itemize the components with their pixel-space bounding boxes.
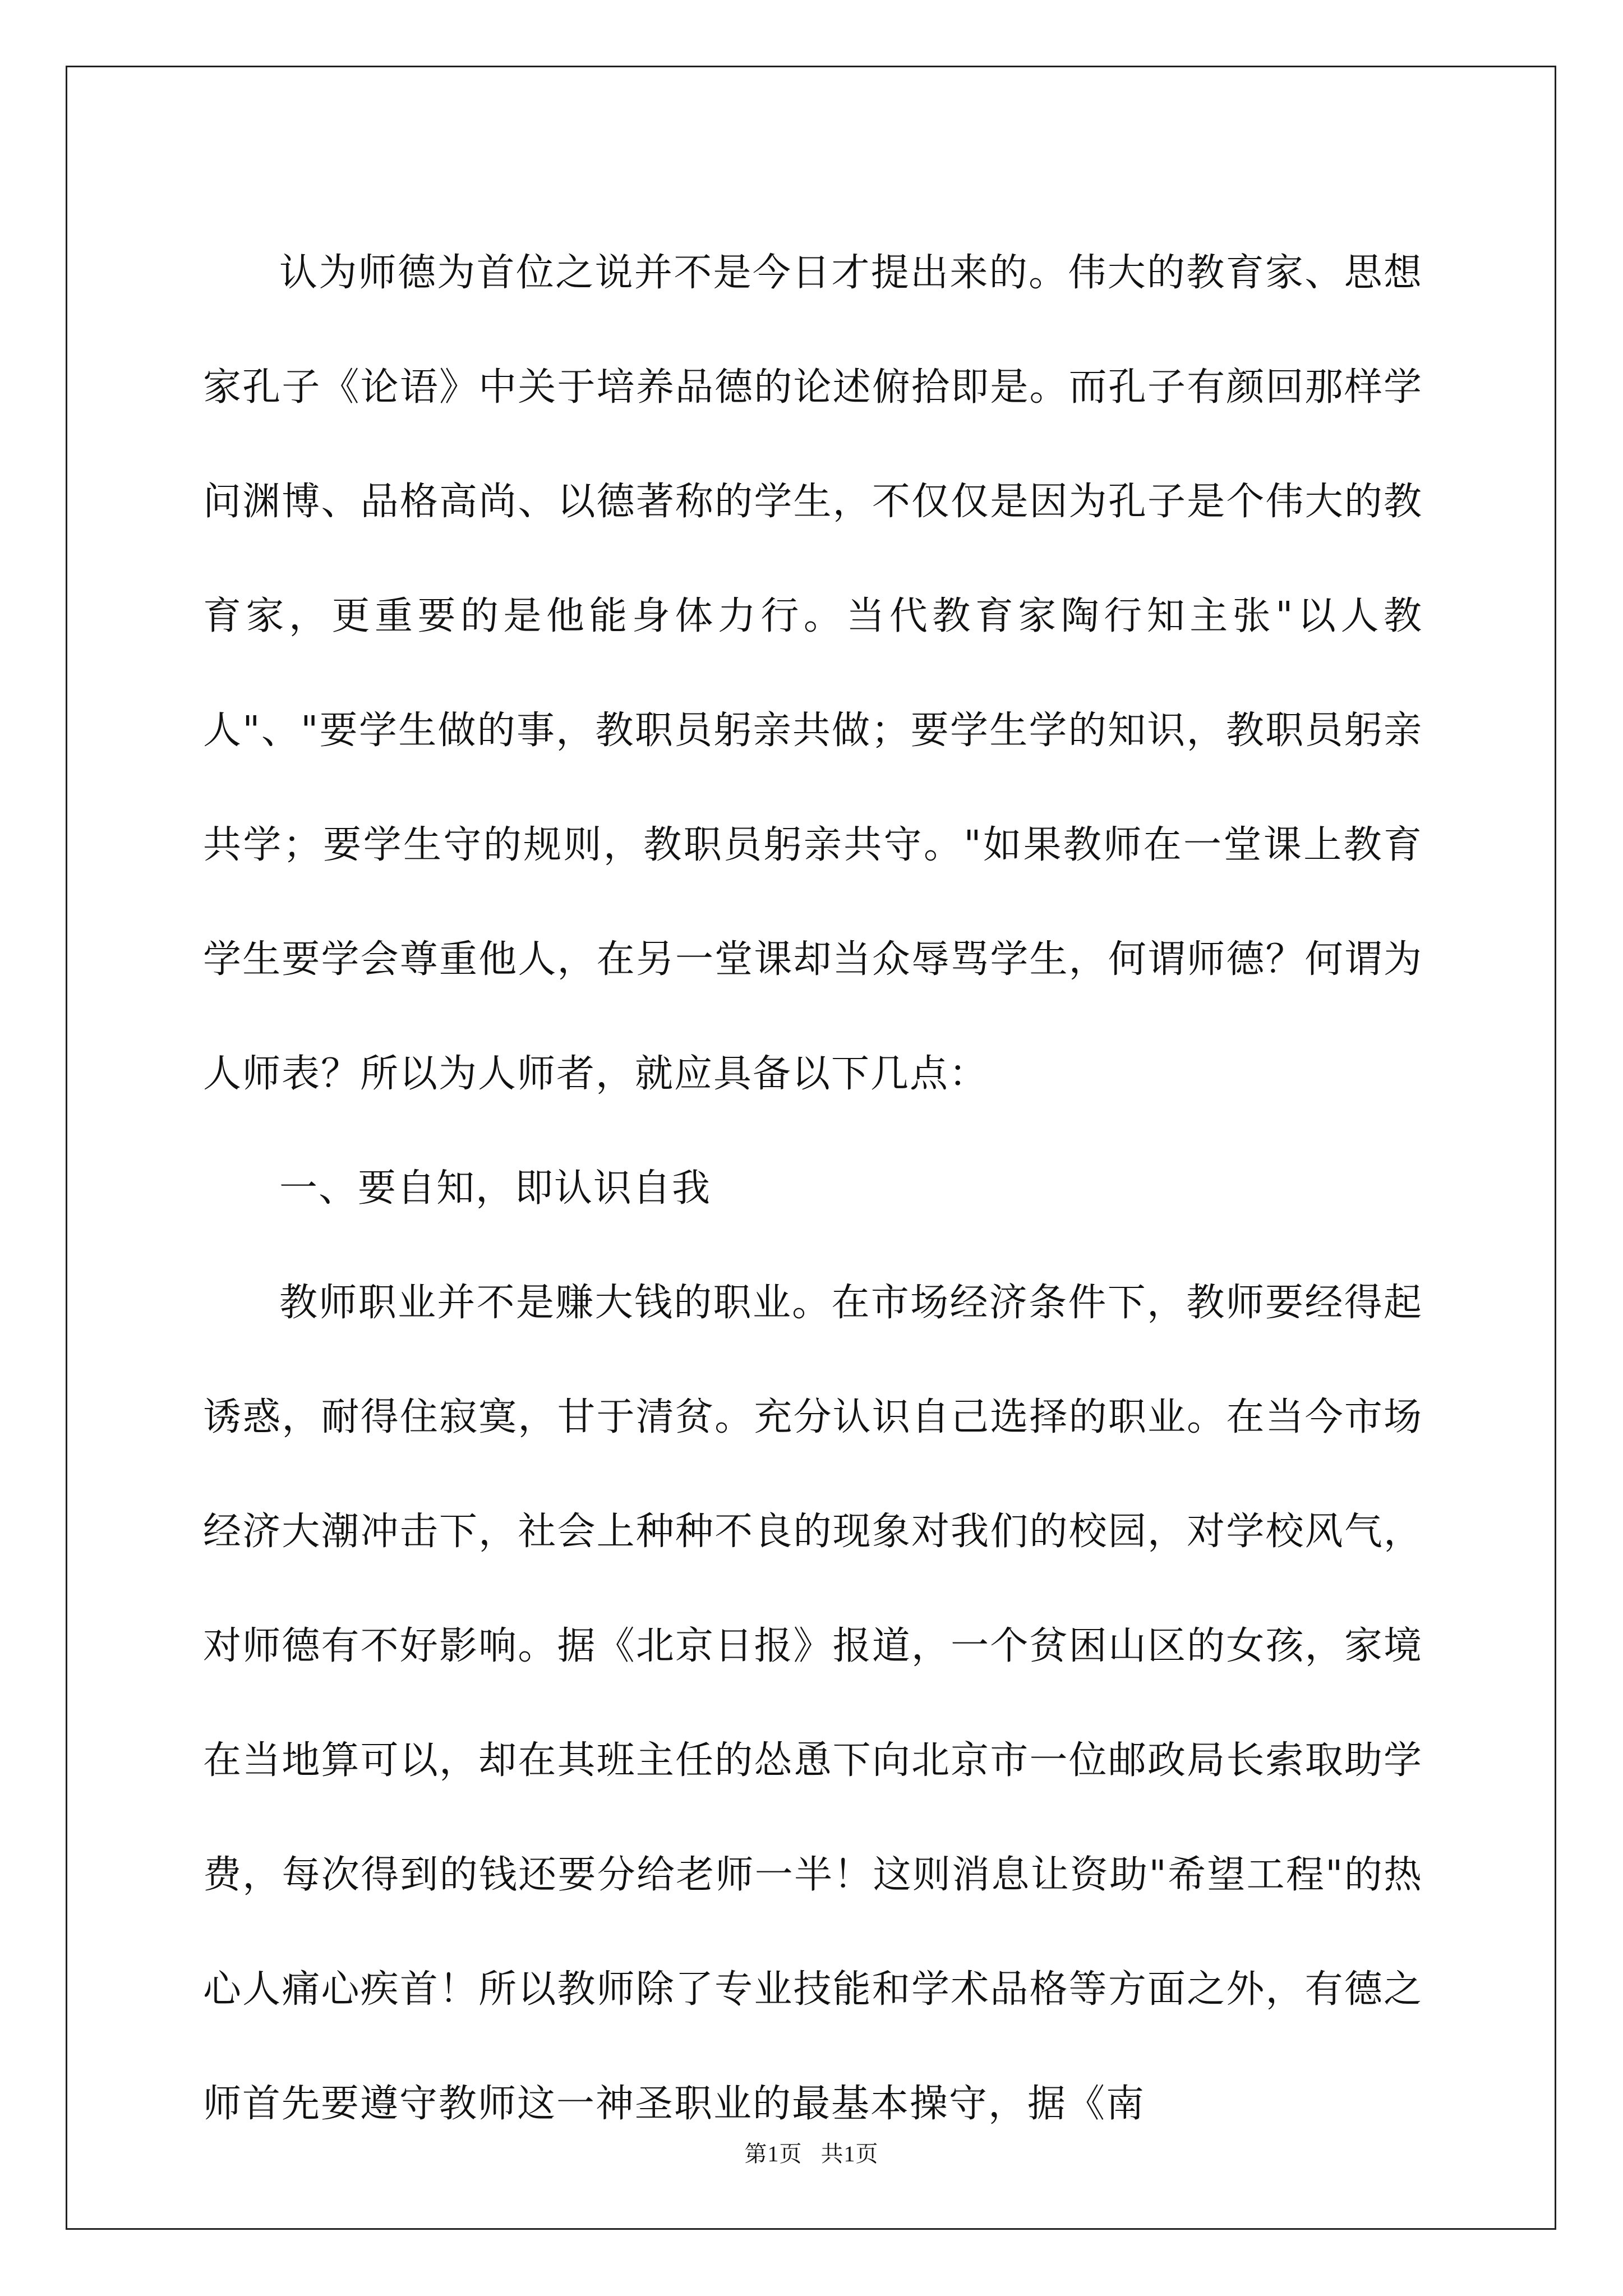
paragraph-intro: 认为师德为首位之说并不是今日才提出来的。伟大的教育家、思想家孔子《论语》中关于培养品德的论述俯拾即是。而孔子有颜回那样学问渊博、品格高尚、以德著称的学生，不仅仅是因为孔子是个伟大的教育家，更重要的是他能身体力行。当代教育家陶行知主张"以人教人"、"要学生做的事，教职员躬亲共做；要学生学的知识，教职员躬亲共学；要学生守的规则，教职员躬亲共守。"如果教师在一堂课上教育学生要学会尊重他人，在另一堂课却当众辱骂学生，何谓师德？何谓为人师表？所以为人师者，就应具备以下几点： [203, 251, 1423, 1096]
section-heading: 一、要自知，即认识自我 [279, 1166, 712, 1211]
document-body [203, 216, 1423, 2161]
paragraph-section-one: 教师职业并不是赚大钱的职业。在市场经济条件下，教师要经得起诱惑，耐得住寂寞，甘于清贫。充分认识自己选择的职业。在当今市场经济大潮冲击下，社会上种种不良的现象对我们的校园，对学校风气，对师德有不好影响。据《北京日报》报道，一个贫困山区的女孩，家境在当地算可以，却在其班主任的怂恿下向北京市一位邮政局长索取助学费，每次得到的钱还要分给老师一半！这则消息让资助"希望工程"的热心人痛心疾首！所以教师除了专业技能和学术品格等方面之外，有德之师首先要遵守教师这一神圣职业的最基本操守，据《南 [203, 1281, 1423, 2126]
page-footer [0, 2136, 1623, 2168]
page-number: 第1页 [744, 2141, 803, 2166]
page-total: 共1页 [820, 2141, 879, 2166]
